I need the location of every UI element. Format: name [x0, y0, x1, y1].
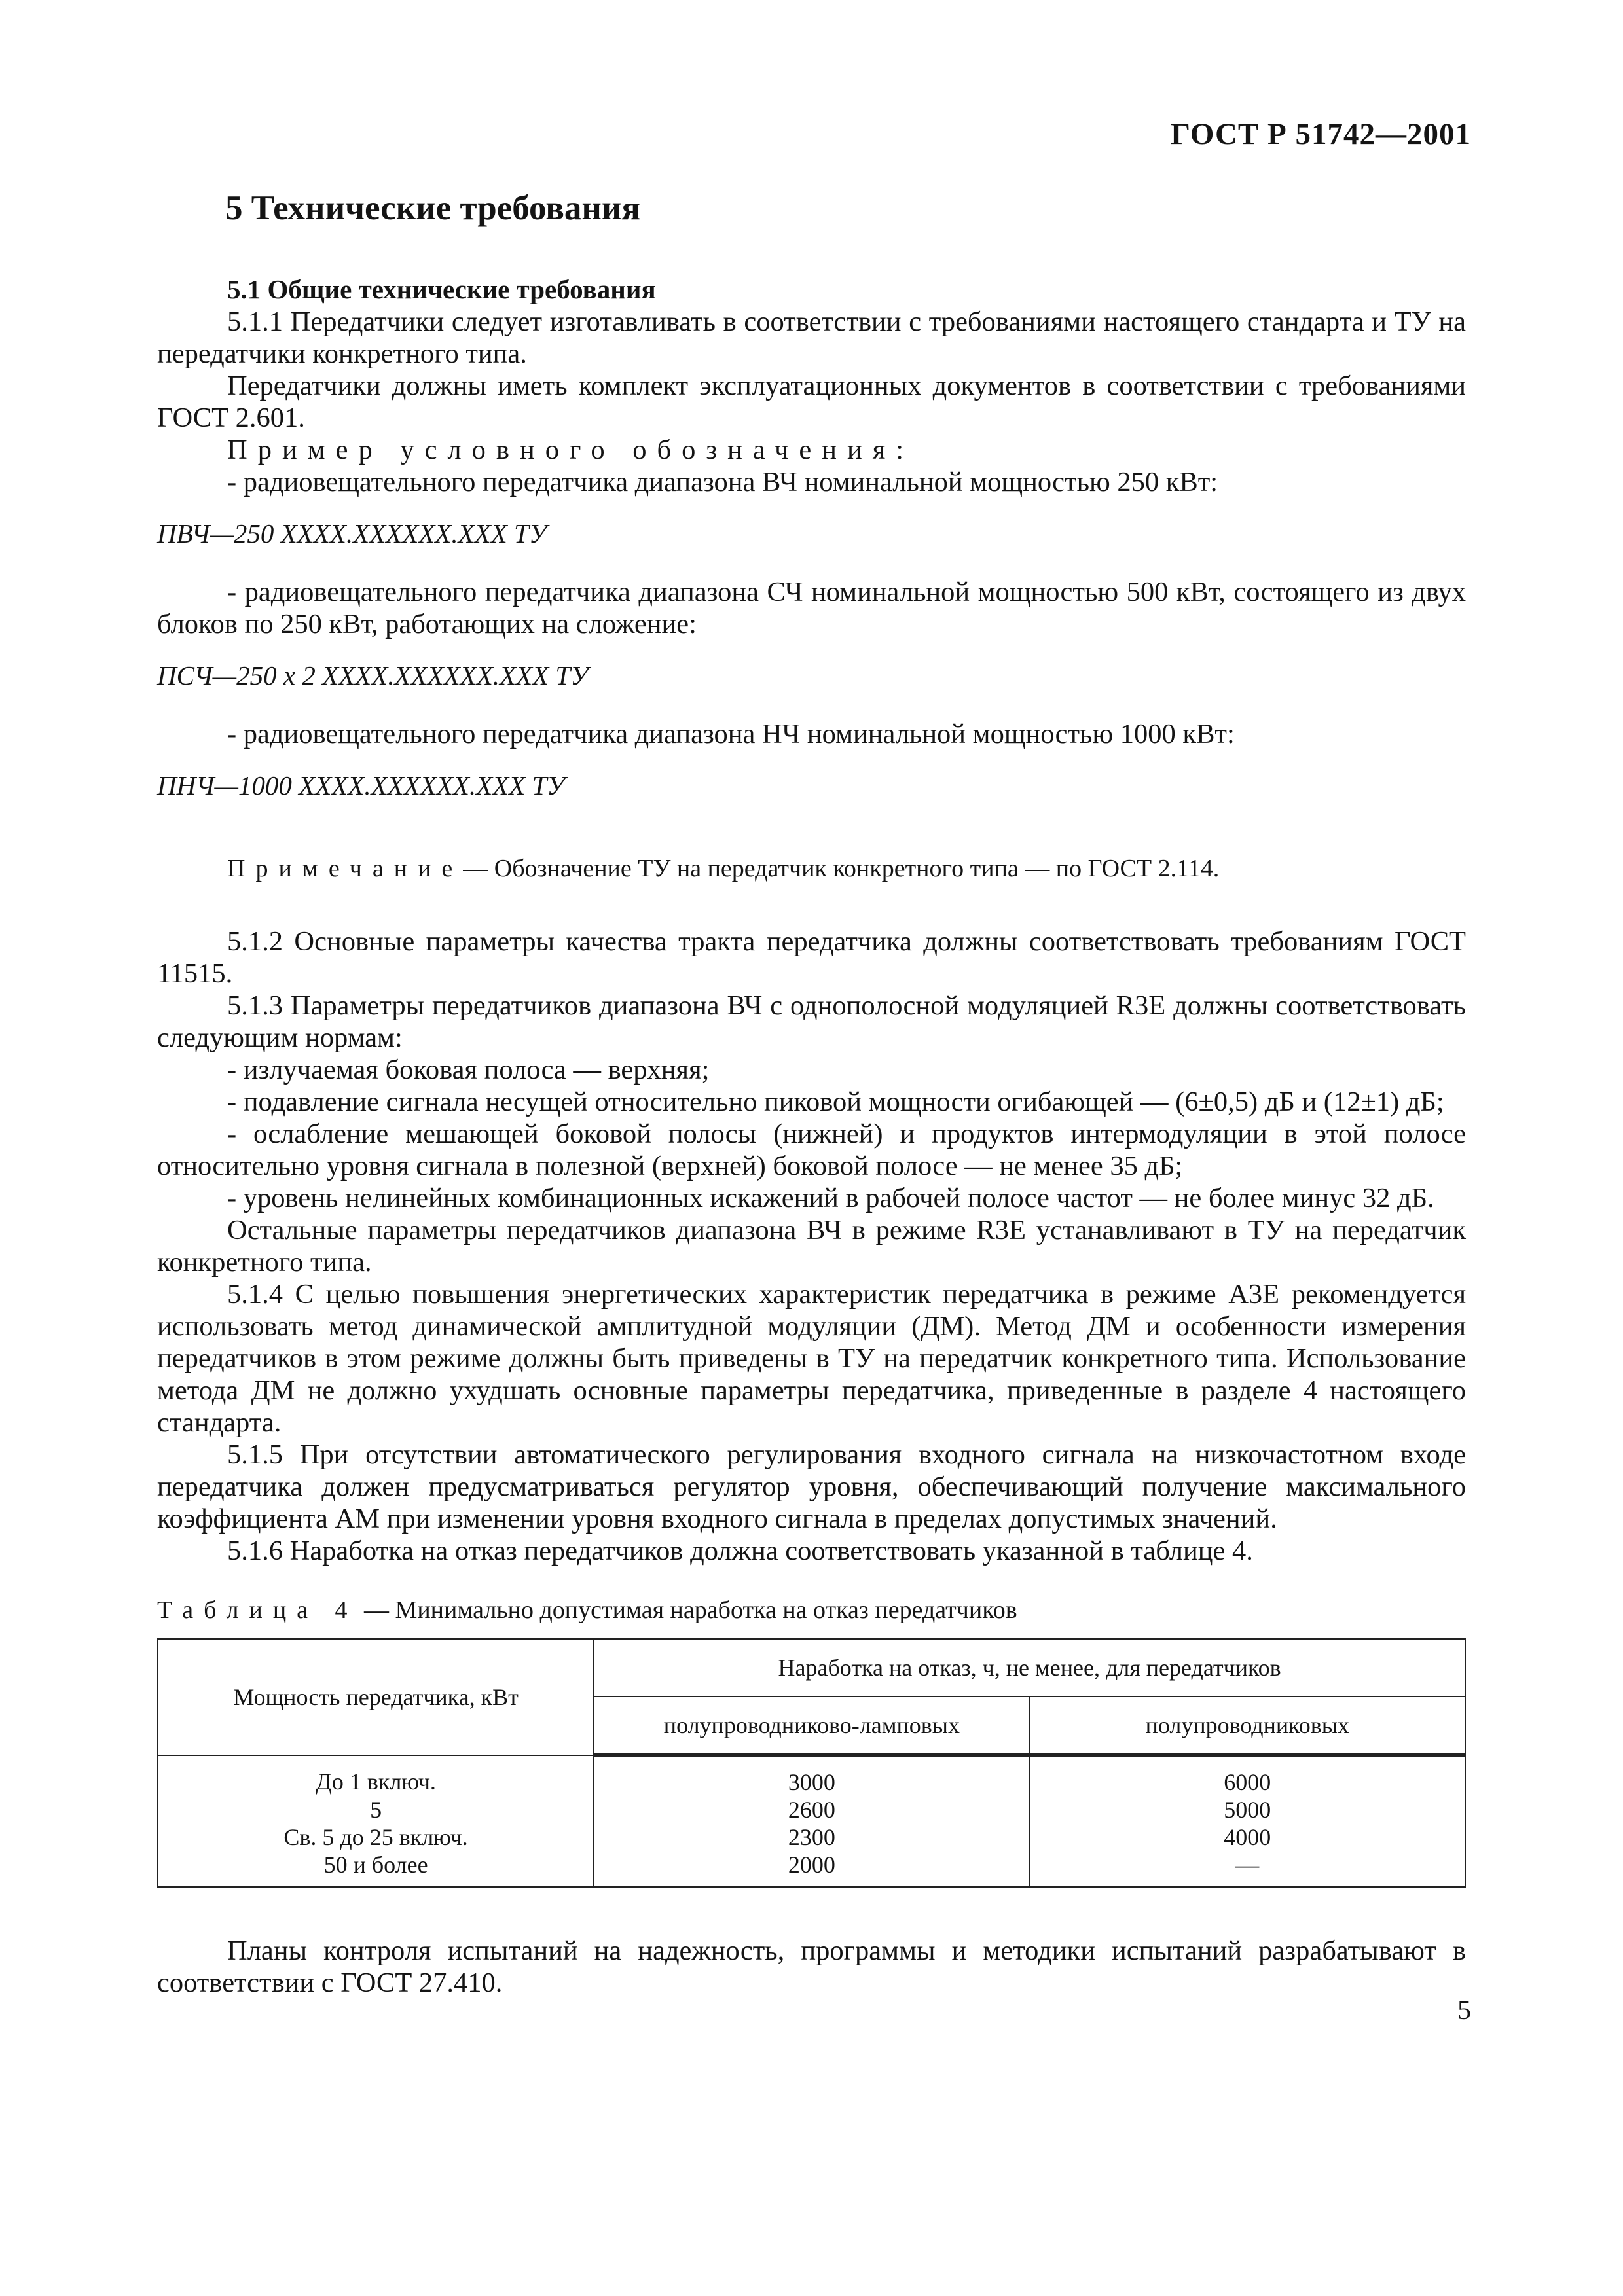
cell-power: До 1 включ.: [158, 1755, 594, 1797]
bullet-sideband: - излучаемая боковая полоса — верхняя;: [227, 1054, 710, 1085]
header-mtbf-group: Наработка на отказ, ч, не менее, для передатчиков: [594, 1639, 1465, 1696]
table-caption-text: — Минимально допустимая наработка на отказ передатчиков: [364, 1596, 1017, 1624]
table-caption-label: Таблица 4: [157, 1596, 358, 1624]
bullet-unwanted-sideband: - ослабление мешающей боковой полосы (нижней) и продуктов интермодуляции в этой полосе относительно уровня сигнала в полезной (верхней) боковой полосе — не менее 35 дБ;: [157, 1119, 1466, 1181]
example-item-lf: - радиовещательного передатчика диапазона НЧ номинальной мощностью 1000 кВт:: [227, 719, 1235, 749]
example-item-mf: - радиовещательного передатчика диапазона СЧ номинальной мощностью 500 кВт, состоящего из двух блоков по 250 кВт, работающих на сложение:: [157, 577, 1466, 639]
table-caption: [157, 1594, 1466, 1626]
designation-formula-hf: ПВЧ—250 ХХХХ.ХХХХХХ.ХХХ ТУ: [157, 518, 547, 548]
paragraph-test-plans: Планы контроля испытаний на надежность, программы и методики испытаний разрабатывают в соответствии с ГОСТ 27.410.: [157, 1935, 1466, 1998]
paragraph-documents: Передатчики должны иметь комплект эксплуатационных документов в соответствии с требованиями ГОСТ 2.601.: [157, 370, 1466, 433]
example-item-hf: - радиовещательного передатчика диапазона ВЧ номинальной мощностью 250 кВт:: [227, 467, 1218, 497]
cell-power: 5: [158, 1796, 594, 1823]
paragraph-5-1-6: 5.1.6 Наработка на отказ передатчиков должна соответствовать указанной в таблице 4.: [227, 1535, 1253, 1566]
paragraph-5-1-5: 5.1.5 При отсутствии автоматического регулирования входного сигнала на низкочастотном входе передатчика должен предусматриваться регулятор уровня, обеспечивающий получение максимального коэффициента АМ при изменении уровня входного сигнала в пределах допустимых значений.: [157, 1439, 1466, 1534]
section-title: 5 Технические требования: [225, 189, 641, 227]
paragraph-other-params: Остальные параметры передатчиков диапазона ВЧ в режиме R3E устанавливают в ТУ на передатчик конкретного типа.: [157, 1215, 1466, 1278]
table-row: [158, 1796, 1465, 1823]
cell-semi-tube: 2600: [594, 1796, 1029, 1823]
cell-semi: 6000: [1030, 1755, 1465, 1797]
header-semi-tube: полупроводниково-ламповых: [594, 1696, 1029, 1755]
bullet-nonlinear-distortion: - уровень нелинейных комбинационных искажений в рабочей полосе частот — не более минус 32 дБ.: [227, 1183, 1434, 1213]
cell-power: 50 и более: [158, 1851, 594, 1887]
subsection-title: 5.1 Общие технические требования: [227, 274, 656, 304]
table-row: [158, 1851, 1465, 1887]
reliability-table: [157, 1638, 1466, 1888]
header-semi: полупроводниковых: [1030, 1696, 1465, 1755]
cell-semi: —: [1030, 1851, 1465, 1887]
paragraph-5-1-1: 5.1.1 Передатчики следует изготавливать в соответствии с требованиями настоящего стандарта и ТУ на передатчики конкретного типа.: [157, 306, 1466, 369]
cell-semi-tube: 3000: [594, 1755, 1029, 1797]
cell-semi: 4000: [1030, 1823, 1465, 1851]
paragraph-5-1-3: 5.1.3 Параметры передатчиков диапазона ВЧ с однополосной модуляцией R3E должны соответствовать следующим нормам:: [157, 990, 1466, 1053]
paragraph-5-1-4: 5.1.4 С целью повышения энергетических характеристик передатчика в режиме А3Е рекомендуется использовать метод динамической амплитудной модуляции (ДМ). Метод ДМ и особенности измерения передатчиков в этом режиме должны быть приведены в ТУ на передатчик конкретного типа. Использование метода ДМ не должно ухудшать основные параметры передатчика, приведенные в разделе 4 настоящего стандарта.: [157, 1279, 1466, 1438]
paragraph-5-1-2: 5.1.2 Основные параметры качества тракта передатчика должны соответствовать требованиям ГОСТ 11515.: [157, 926, 1466, 989]
header-power: Мощность передатчика, кВт: [158, 1639, 594, 1755]
page-number: 5: [1457, 1996, 1471, 2026]
note-label: Примечание: [227, 855, 464, 882]
table-row: [158, 1755, 1465, 1797]
example-label: Пример условного обозначения:: [227, 435, 915, 465]
designation-formula-lf: ПНЧ—1000 ХХХХ.ХХХХХХ.ХХХ ТУ: [157, 770, 565, 800]
designation-formula-mf: ПСЧ—250 х 2 ХХХХ.ХХХХХХ.ХХХ ТУ: [157, 660, 589, 691]
cell-semi-tube: 2000: [594, 1851, 1029, 1887]
page-content: [157, 188, 1466, 1999]
standard-code: ГОСТ Р 51742—2001: [1171, 117, 1471, 151]
cell-power: Св. 5 до 25 включ.: [158, 1823, 594, 1851]
note: [157, 853, 1466, 885]
cell-semi: 5000: [1030, 1796, 1465, 1823]
table-row: [158, 1823, 1465, 1851]
bullet-carrier-suppression: - подавление сигнала несущей относительно пиковой мощности огибающей — (6±0,5) дБ и (12±1) дБ;: [227, 1086, 1444, 1117]
note-text: — Обозначение ТУ на передатчик конкретного типа — по ГОСТ 2.114.: [463, 855, 1220, 882]
cell-semi-tube: 2300: [594, 1823, 1029, 1851]
